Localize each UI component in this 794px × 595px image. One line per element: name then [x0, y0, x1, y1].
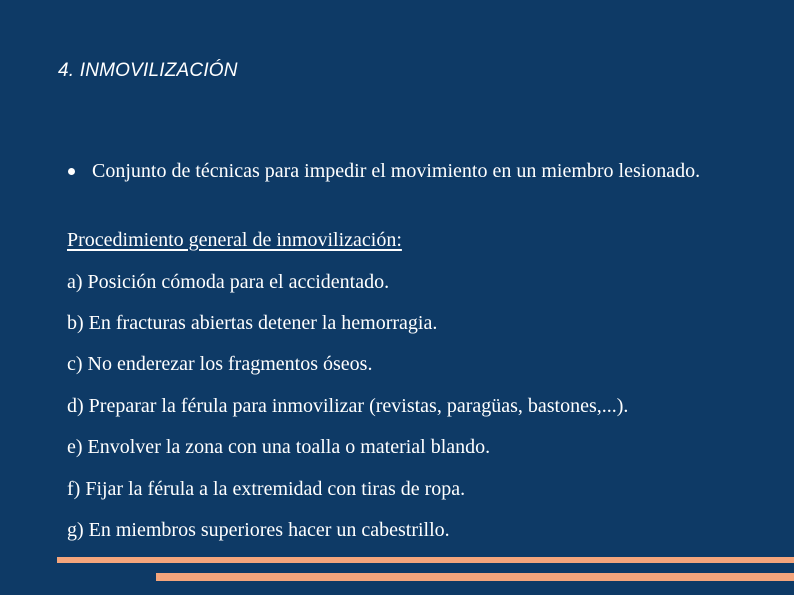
step-g: g) En miembros superiores hacer un cabestrillo. — [67, 519, 450, 541]
accent-bar-bottom — [156, 573, 794, 581]
step-f: f) Fijar la férula a la extremidad con tiras de ropa. — [67, 478, 466, 500]
bullet-dot-icon — [68, 168, 75, 175]
step-b: b) En fracturas abiertas detener la hemorragia. — [67, 312, 438, 334]
step-c: c) No enderezar los fragmentos óseos. — [67, 353, 373, 375]
step-e: e) Envolver la zona con una toalla o material blando. — [67, 436, 491, 458]
bullet-text: Conjunto de técnicas para impedir el movimiento en un miembro lesionado. — [92, 160, 701, 182]
slide-title: 4. INMOVILIZACIÓN — [58, 60, 238, 81]
step-d: d) Preparar la férula para inmovilizar (revistas, paragüas, bastones,...). — [67, 395, 629, 417]
procedure-heading: Procedimiento general de inmovilización: — [67, 229, 402, 251]
step-a: a) Posición cómoda para el accidentado. — [67, 271, 390, 293]
accent-bar-top — [57, 557, 794, 563]
bullet-item — [68, 157, 768, 185]
